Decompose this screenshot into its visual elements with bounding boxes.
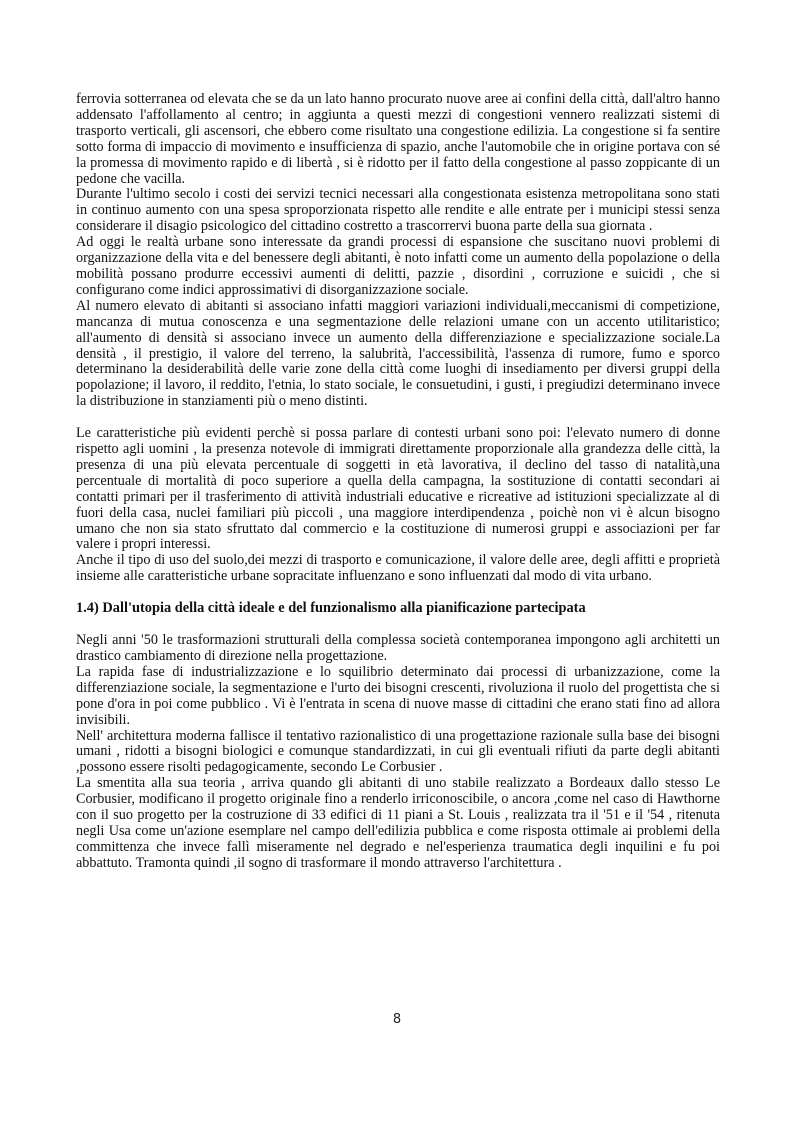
paragraph: Ad oggi le realtà urbane sono interessate da grandi processi di espansione che suscitano nuovi problemi di organizzazione della vita e del benessere degli abitanti, è noto infatti come un aumento della popolazione o della mobilità possano produrre eccessivi aumenti di delitti, pazzie , disordini , corruzione e suicidi , che si configurano come indici approssimativi di disorganizzazione sociale.	[76, 234, 720, 298]
paragraph: Le caratteristiche più evidenti perchè si possa parlare di contesti urbani sono poi: l'elevato numero di donne rispetto agli uomini , la presenza notevole di immigrati direttamente proporzionale alla grandezza delle città, la presenza di una più elevata percentuale di soggetti in età lavorativa, il declino del tasso di natalità,una percentuale di mortalità di poco superiore a quella della campagna, la sostituzione di contatti secondari ai contatti primari per il trasferimento di attività industriali educative e ricreative ad istituzioni specializzate al di fuori della casa, nuclei familiari più piccoli , una maggiore interdipendenza , poichè non vi è alcun bisogno umano che non sia stato sfruttato dal commercio e la costituzione di numerosi gruppi e associazioni per far valere i propri interessi.	[76, 425, 720, 553]
paragraph: La smentita alla sua teoria , arriva quando gli abitanti di uno stabile realizzato a Bordeaux dallo stesso Le Corbusier, modificano il progetto originale fino a renderlo irriconoscibile, o ancora ,come nel caso di Hawthorne con il suo progetto per la costruzione di 33 edifici di 11 piani a St. Louis , realizzata tra il '51 e il '54 , ritenuta negli Usa come un'azione esemplare nel campo dell'edilizia pubblica e come risposta ottimale ai problemi della committenza che invece fallì miseramente nel degrado e nel'esperienza traumatica degli inquilini e fu poi abbattuto. Tramonta quindi ,il sogno di trasformare il mondo attraverso l'architettura .	[76, 775, 720, 871]
paragraph-gap	[76, 617, 720, 633]
paragraph: Nell' architettura moderna fallisce il tentativo razionalistico di una progettazione razionale sulla base dei bisogni umani , ridotti a bisogni biologici e comunque standardizzati, in cui gli eventuali rifiuti da parte degli abitanti ,possono essere risolti pedagogicamente, secondo Le Corbusier .	[76, 727, 720, 776]
page-number: 8	[392, 1012, 402, 1027]
paragraph: Anche il tipo di uso del suolo,dei mezzi di trasporto e comunicazione, il valore delle aree, degli affitti e proprietà insieme alle caratteristiche urbane sopracitate influenzano e sono influenzati dal modo di vita urbano.	[76, 552, 720, 585]
paragraph: Negli anni '50 le trasformazioni strutturali della complessa società contemporanea impongono agli architetti un drastico cambiamento di direzione nella progettazione.	[76, 632, 720, 664]
paragraph: Al numero elevato di abitanti si associano infatti maggiori variazioni individuali,meccanismi di competizione, mancanza di mutua conoscenza e una segmentazione delle relazioni umane con un accento utilitaristico; all'aumento di densità si associano invece un aumento della differenziazione e specializzazione sociale.La densità , il prestigio, il valore del terreno, la salubrità, l'accessibilità, l'assenza di rumore, fumo e sporco determinano la desiderabilità delle varie zone della città come luoghi di insediamento per diversi gruppi della popolazione; il lavoro, il reddito, l'etnia, lo stato sociale, le consuetudini, i gusti, i pregiudizi determinano invece la distribuzione in stanziamenti più o meno distinti.	[76, 297, 720, 410]
paragraph-gap	[76, 585, 720, 601]
paragraph-gap	[76, 410, 720, 426]
paragraph: La rapida fase di industrializzazione e lo squilibrio determinato dai processi di urbanizzazione, come la differenziazione sociale, la segmentazione e l'urto dei bisogni crescenti, rivoluziona il ruolo del progettista che si pone d'ora in poi come pubblico . Vi è l'entrata in scena di nuove masse di cittadini che erano stati fino ad allora invisibili.	[76, 663, 720, 728]
paragraph: Durante l'ultimo secolo i costi dei servizi tecnici necessari alla congestionata esistenza metropolitana sono stati in continuo aumento con una spesa sproporzionata rispetto alle rendite e alle entrate per i municipi stessi senza considerare il disagio psicologico del cittadino costretto a trascorrervi buona parte della sua giornata .	[76, 186, 720, 235]
section-heading: 1.4) Dall'utopia della città ideale e del funzionalismo alla pianificazione partecipata	[76, 600, 586, 617]
document-body	[76, 92, 720, 872]
paragraph: ferrovia sotterranea od elevata che se da un lato hanno procurato nuove aree ai confini della città, dall'altro hanno addensato l'affollamento al centro; in aggiunta a questi mezzi di congestioni vennero realizzati sistemi di trasporto verticali, gli ascensori, che ebbero come risultato una congestione edilizia. La congestione si fa sentire sotto forma di impaccio di movimento e insufficienza di spazio, anche l'automobile che in origine portava con sé la promessa di movimento rapido e di libertà , si è ridotto per il fatto della congestione al passo zoppicante di un pedone che vacilla.	[76, 91, 720, 187]
